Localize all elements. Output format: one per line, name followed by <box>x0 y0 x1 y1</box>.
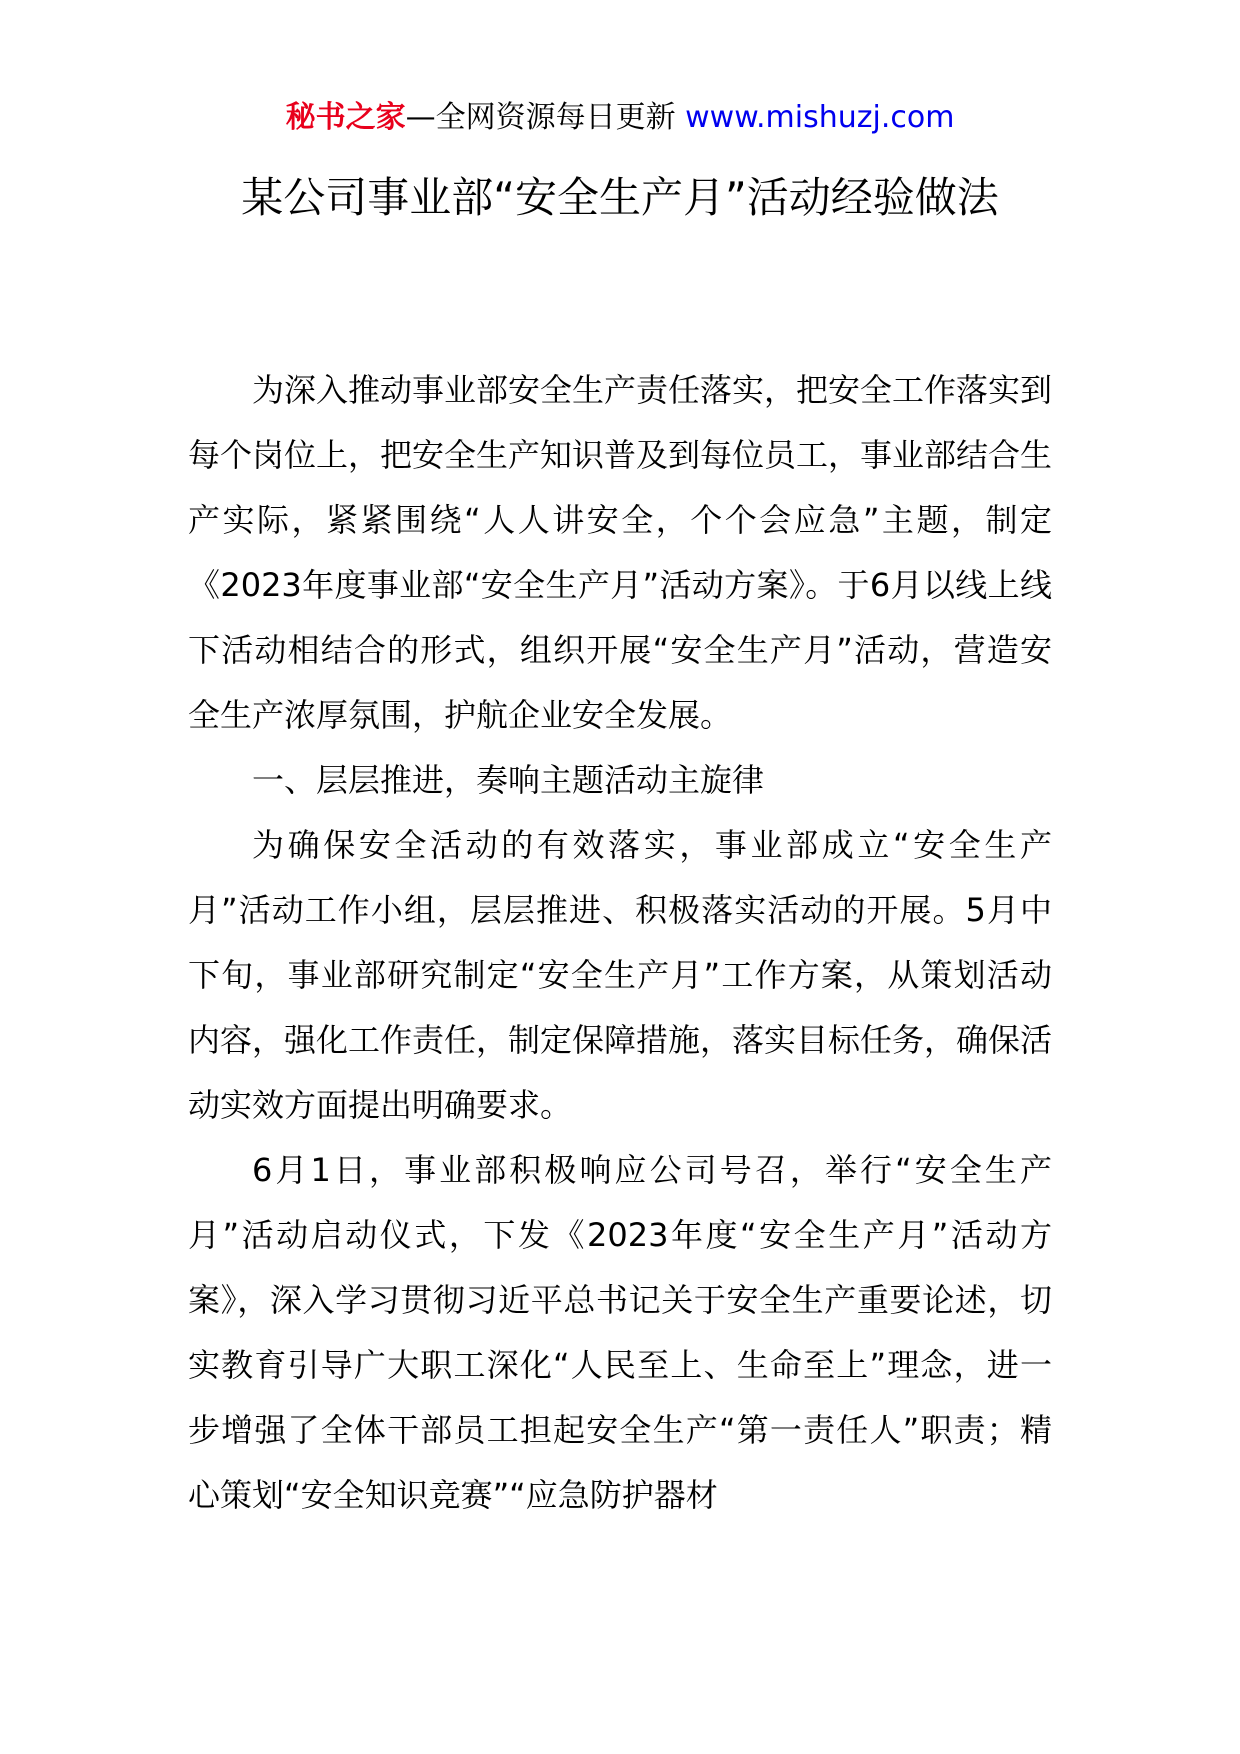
body-paragraph-3: 6月1日，事业部积极响应公司号召，举行“安全生产月”活动启动仪式，下发《2023年度“安全生产月”活动方案》，深入学习贯彻习近平总书记关于安全生产重要论述，切实教育引导广大职工深化“人民至上、生命至上”理念，进一步增强了全体干部员工担起安全生产“第一责任人”职责；精心策划“安全知识竞赛”“应急防护器材 <box>188 1151 1052 1514</box>
header-tagline: —全网资源每日更新 <box>405 100 676 135</box>
section-heading-1: 一、层层推进，奏响主题活动主旋律 <box>252 761 765 799</box>
document-body <box>188 358 1052 1528</box>
brand-name: 秘书之家 <box>285 100 406 135</box>
site-header <box>0 98 1240 138</box>
document-title: 某公司事业部“安全生产月”活动经验做法 <box>241 173 999 222</box>
intro-paragraph: 为深入推动事业部安全生产责任落实，把安全工作落实到每个岗位上，把安全生产知识普及到每位员工，事业部结合生产实际，紧紧围绕“人人讲安全，个个会应急”主题，制定《2023年度事业部“安全生产月”活动方案》。于6月以线上线下活动相结合的形式，组织开展“安全生产月”活动，营造安全生产浓厚氛围，护航企业安全发展。 <box>188 371 1053 734</box>
site-url-link[interactable]: www.mishuzj.com <box>685 100 955 135</box>
body-paragraph-2: 为确保安全活动的有效落实，事业部成立“安全生产月”活动工作小组，层层推进、积极落实活动的开展。5月中下旬，事业部研究制定“安全生产月”工作方案，从策划活动内容，强化工作责任，制定保障措施，落实目标任务，确保活动实效方面提出明确要求。 <box>188 826 1053 1124</box>
